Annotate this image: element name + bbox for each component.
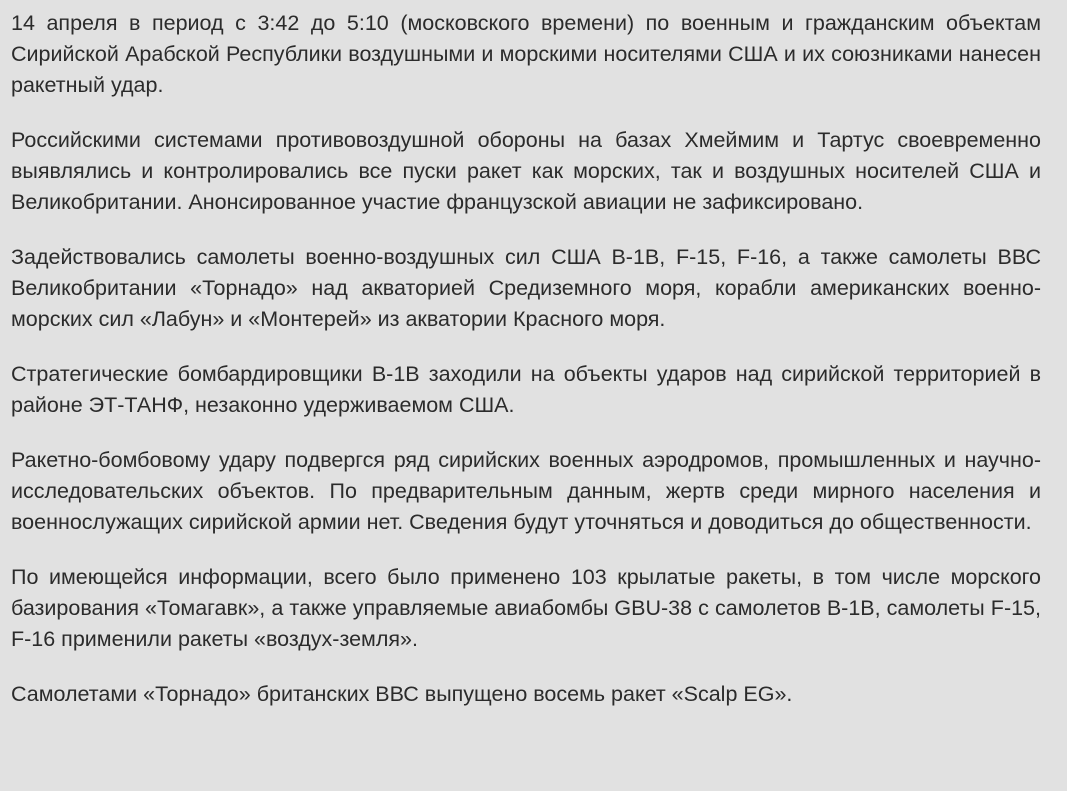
paragraph: Самолетами «Торнадо» британских ВВС выпущено восемь ракет «Scalp EG». [11,682,793,706]
paragraph: Задействовались самолеты военно-воздушных сил США В-1В, F-15, F-16, а также самолеты ВВС Великобритании «Торнадо» над акваторией Средиземного моря, корабли американских военно-морских сил «Лабун» и «Монтерей» из акватории Красного моря. [11,245,1041,331]
paragraph: Стратегические бомбардировщики В-1В заходили на объекты ударов над сирийской территорией в районе ЭТ-ТАНФ, незаконно удерживаемом США. [11,362,1041,417]
paragraph: 14 апреля в период с 3:42 до 5:10 (московского времени) по военным и гражданским объектам Сирийской Арабской Республики воздушными и морскими носителями США и их союзниками нанесен ракетный удар. [11,11,1041,97]
paragraph: Российскими системами противовоздушной обороны на базах Хмеймим и Тартус своевременно выявлялись и контролировались все пуски ракет как морских, так и воздушных носителей США и Великобритании. Анонсированное участие французской авиации не зафиксировано. [11,128,1041,214]
paragraph: По имеющейся информации, всего было применено 103 крылатые ракеты, в том числе морского базирования «Томагавк», а также управляемые авиабомбы GBU-38 с самолетов В-1В, самолеты F-15, F-16 применили ракеты «воздух-земля». [11,565,1041,651]
paragraph: Ракетно-бомбовому удару подвергся ряд сирийских военных аэродромов, промышленных и научно-исследовательских объектов. По предварительным данным, жертв среди мирного населения и военнослужащих сирийской армии нет. Сведения будут уточняться и доводиться до общественности. [11,448,1041,534]
